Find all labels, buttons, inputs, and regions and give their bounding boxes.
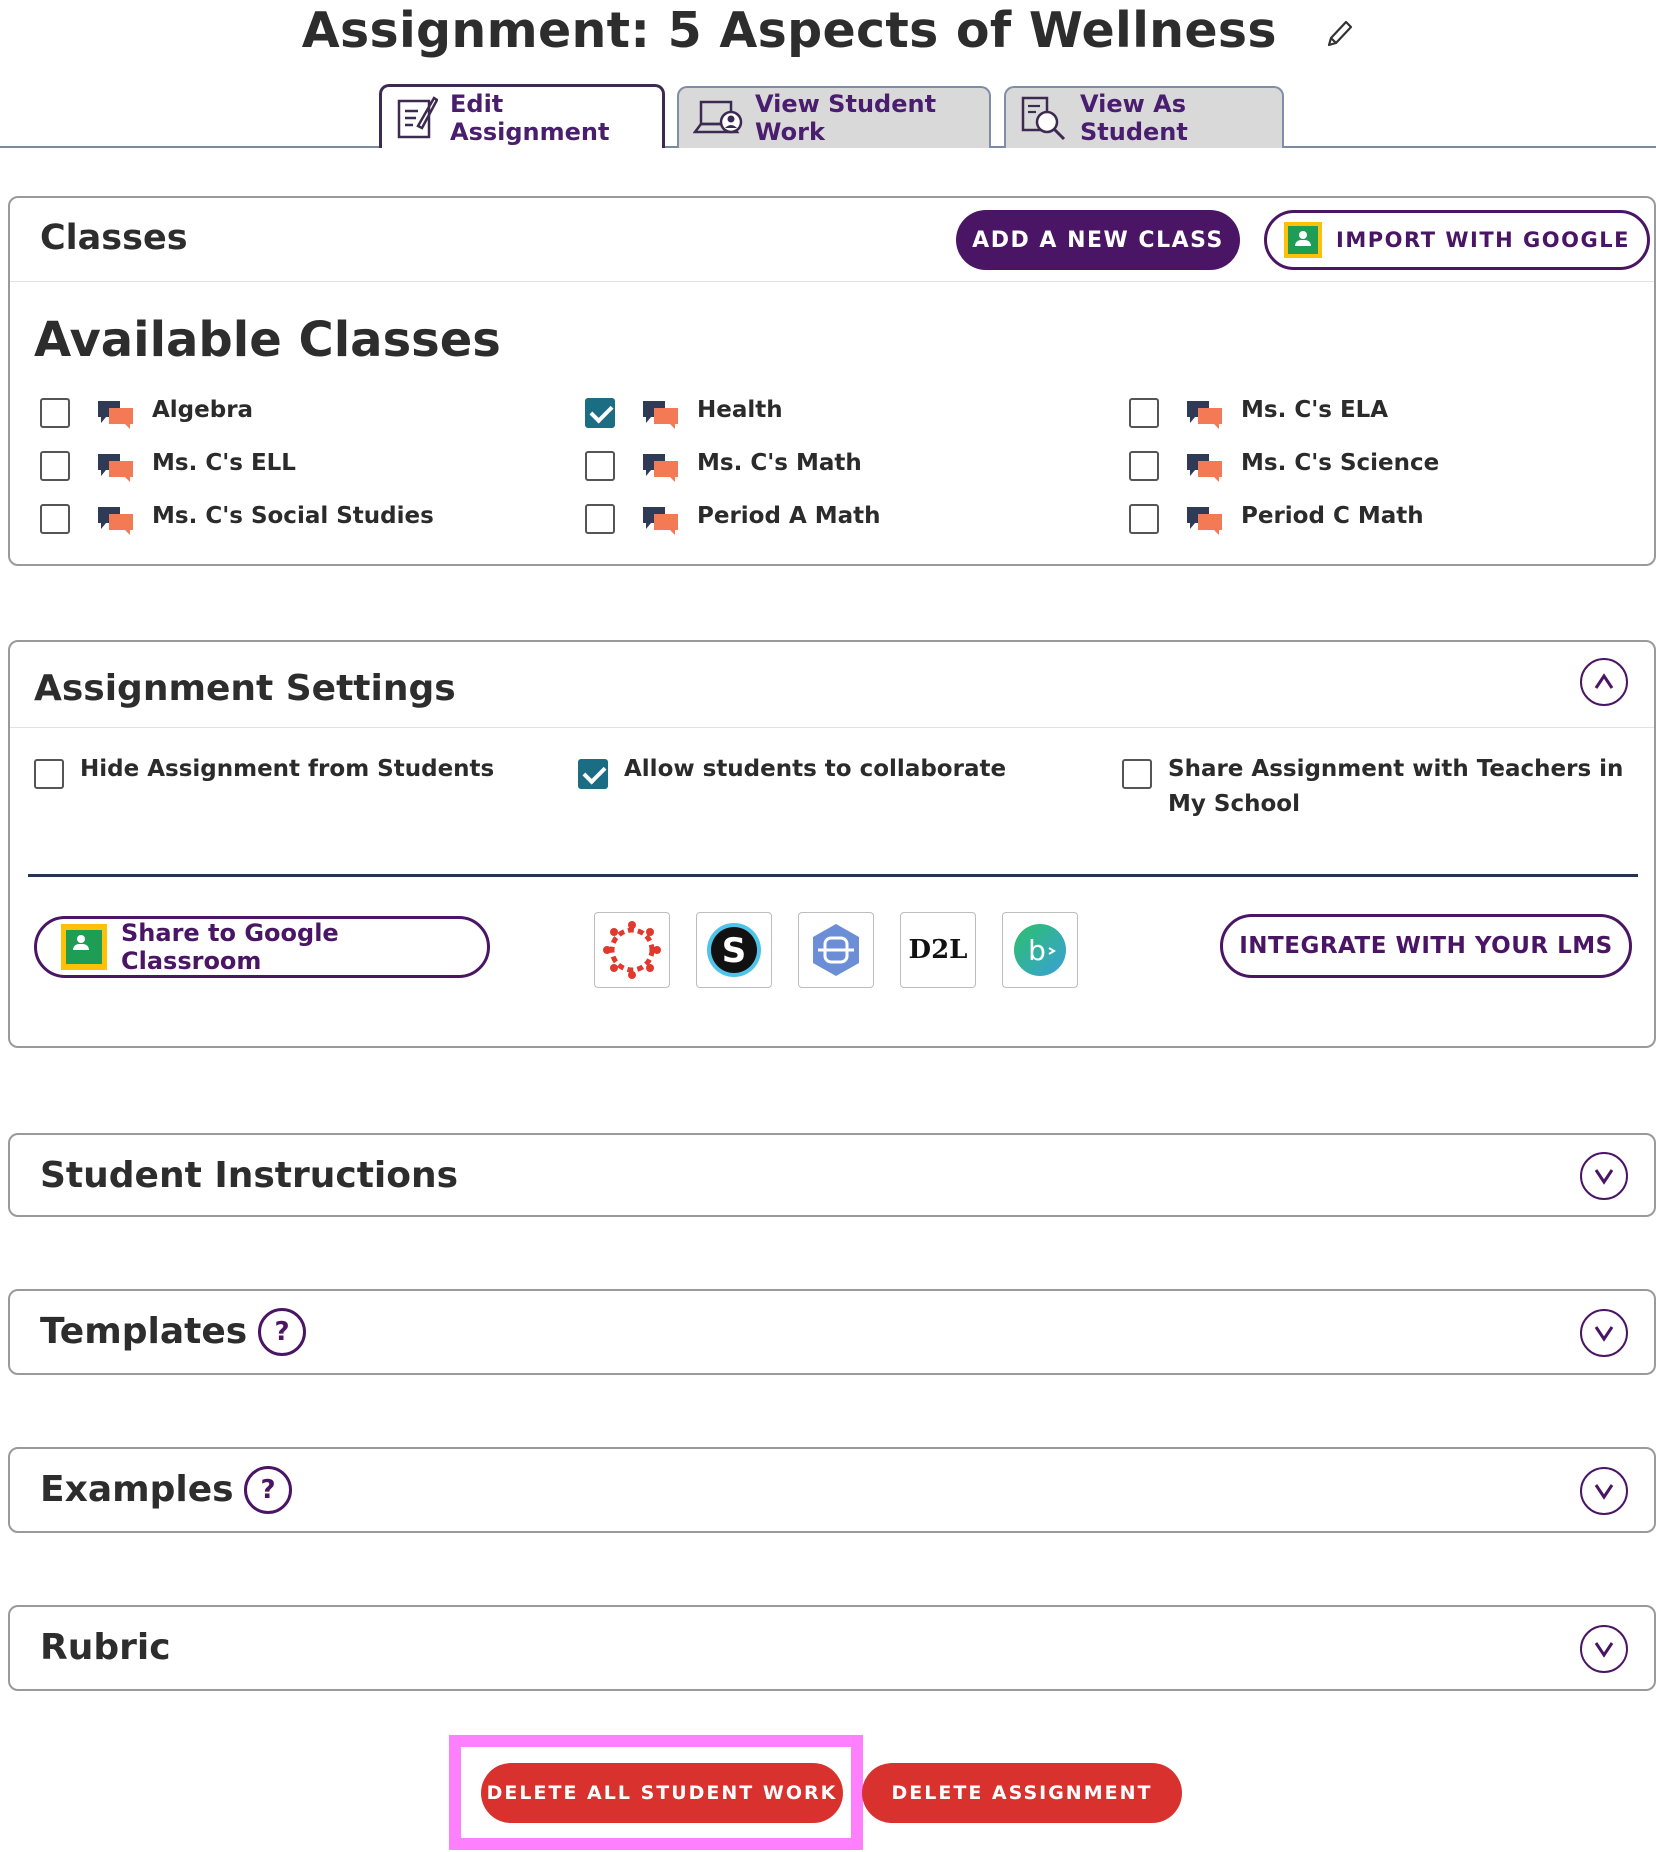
templates-help-icon[interactable] [258,1308,306,1356]
tab-view-student-work-label: View Student Work [755,90,937,146]
hide-assignment-checkbox[interactable] [34,759,64,789]
svg-text:S: S [721,931,747,971]
student-laptop-icon [693,98,743,138]
blackboard-lms-button[interactable] [1002,912,1078,988]
google-classroom-icon [61,924,107,970]
class-chat-icon [641,504,681,540]
examples-help-text: ? [260,1475,276,1505]
class-item [1129,500,1609,540]
add-new-class-button[interactable] [956,210,1240,270]
integrate-lms-label: INTEGRATE WITH YOUR LMS [1239,933,1613,959]
available-classes-heading: Available Classes [34,312,501,368]
class-chat-icon [96,451,136,487]
student-instructions-panel[interactable] [8,1133,1656,1217]
class-label: Ms. C's Science [1241,450,1440,476]
classes-panel [8,196,1656,566]
class-chat-icon [1185,451,1225,487]
blackboard-logo-icon [1010,920,1070,980]
class-label: Health [697,397,783,423]
expand-templates-button[interactable] [1580,1309,1628,1357]
moodle-logo-icon [806,920,866,980]
class-item [585,447,1065,487]
chevron-down-icon [1593,1323,1615,1343]
d2l-logo-text: D2L [908,935,968,965]
collapse-settings-button[interactable] [1580,658,1628,706]
d2l-lms-button[interactable] [900,912,976,988]
chevron-up-icon [1593,672,1615,692]
assignment-settings-panel [8,640,1656,1048]
tab-view-as-student-label: View As Student [1080,90,1188,146]
moodle-lms-button[interactable] [798,912,874,988]
classes-divider [10,281,1654,282]
canvas-lms-button[interactable] [594,912,670,988]
templates-help-text: ? [274,1317,290,1347]
tab-view-as-student[interactable] [1004,86,1284,148]
examples-help-icon[interactable] [244,1466,292,1514]
delete-all-student-work-button[interactable] [481,1763,843,1823]
google-classroom-icon [1284,222,1322,258]
edit-title-icon[interactable] [1324,5,1354,62]
student-instructions-title: Student Instructions [40,1155,459,1196]
class-label: Algebra [152,397,254,423]
class-chat-icon [96,504,136,540]
class-chat-icon [1185,504,1225,540]
class-item [1129,394,1609,434]
allow-collaborate-checkbox[interactable] [578,759,608,789]
class-label: Ms. C's Social Studies [152,503,434,529]
class-item [585,500,1065,540]
class-checkbox[interactable] [585,398,615,428]
import-google-button[interactable] [1264,210,1650,270]
edit-document-icon [396,95,438,141]
delete-assignment-button[interactable] [862,1763,1182,1823]
svg-text:b: b [1028,934,1046,967]
schoology-lms-button[interactable] [696,912,772,988]
integrate-lms-button[interactable] [1220,914,1632,978]
templates-title: Templates [40,1311,248,1352]
schoology-logo-icon [704,920,764,980]
rubric-title: Rubric [40,1627,171,1668]
class-label: Ms. C's ELL [152,450,296,476]
delete-all-student-work-label: DELETE ALL STUDENT WORK [486,1782,838,1804]
examples-panel[interactable] [8,1447,1656,1533]
hide-assignment-label: Hide Assignment from Students [80,756,495,782]
class-label: Ms. C's Math [697,450,862,476]
page-title-text: Assignment: 5 Aspects of Wellness [301,2,1277,59]
class-label: Ms. C's ELA [1241,397,1389,423]
class-item [40,500,520,540]
class-checkbox[interactable] [1129,398,1159,428]
class-chat-icon [96,398,136,434]
tab-edit-assignment[interactable] [379,84,665,148]
class-chat-icon [641,451,681,487]
add-new-class-label: ADD A NEW CLASS [972,227,1224,253]
class-item [40,447,520,487]
import-google-label: IMPORT WITH GOOGLE [1336,228,1630,252]
document-search-icon [1020,94,1068,142]
templates-panel[interactable] [8,1289,1656,1375]
examples-title: Examples [40,1469,234,1510]
class-checkbox[interactable] [40,504,70,534]
class-checkbox[interactable] [40,398,70,428]
tab-edit-assignment-label: Edit Assignment [450,89,610,146]
class-item [1129,447,1609,487]
class-checkbox[interactable] [40,451,70,481]
canvas-logo-icon [602,920,662,980]
settings-title: Assignment Settings [34,668,456,709]
class-label: Period C Math [1241,503,1424,529]
class-label: Period A Math [697,503,881,529]
allow-collaborate-label: Allow students to collaborate [624,756,1007,782]
share-google-classroom-button[interactable] [34,916,490,978]
settings-divider [10,727,1654,728]
class-chat-icon [1185,398,1225,434]
expand-student-instructions-button[interactable] [1580,1152,1628,1200]
class-item [585,394,1065,434]
chevron-down-icon [1593,1639,1615,1659]
class-item [40,394,520,434]
settings-separator [28,874,1638,877]
chevron-down-icon [1593,1481,1615,1501]
tab-view-student-work[interactable] [677,86,991,148]
class-chat-icon [641,398,681,434]
page-title [0,2,1656,62]
expand-rubric-button[interactable] [1580,1625,1628,1673]
class-checkbox[interactable] [585,504,615,534]
class-checkbox[interactable] [1129,504,1159,534]
rubric-panel[interactable] [8,1605,1656,1691]
share-teachers-label: Share Assignment with Teachers in My School [1168,756,1624,817]
share-teachers-checkbox[interactable] [1122,759,1152,789]
share-google-classroom-label: Share to Google Classroom [121,919,339,975]
classes-title: Classes [40,218,188,258]
delete-assignment-label: DELETE ASSIGNMENT [891,1782,1153,1804]
class-checkbox[interactable] [1129,451,1159,481]
expand-examples-button[interactable] [1580,1467,1628,1515]
class-checkbox[interactable] [585,451,615,481]
chevron-down-icon [1593,1166,1615,1186]
